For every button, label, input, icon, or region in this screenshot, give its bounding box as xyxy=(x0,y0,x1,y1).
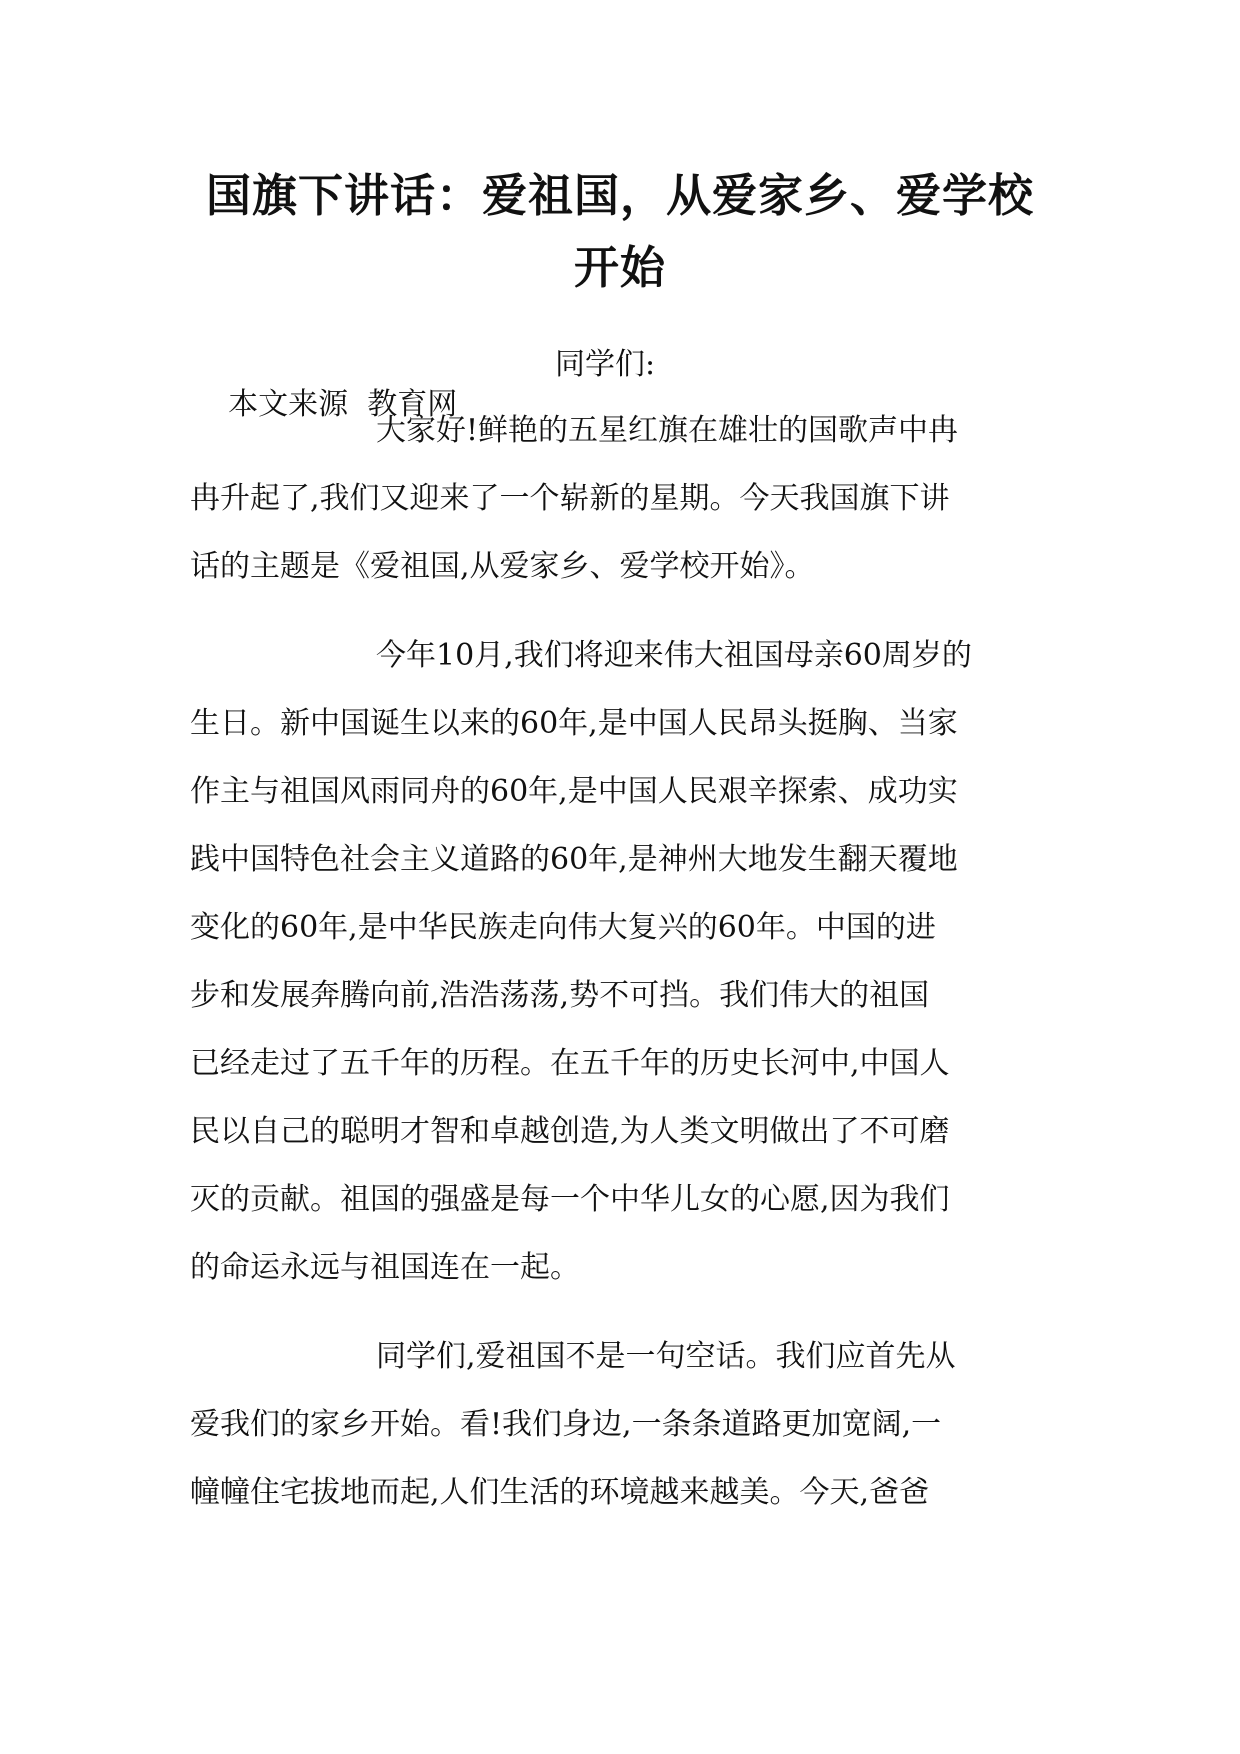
title-line-2: 开始 xyxy=(573,241,666,294)
body-line-12: 灭的贡献。祖国的强盛是每一个中华儿女的心愿,因为我们 xyxy=(190,1182,950,1217)
body-line-16: 幢幢住宅拔地而起,人们生活的环境越来越美。今天,爸爸 xyxy=(190,1475,930,1510)
body-line-11: 民以自己的聪明才智和卓越创造,为人类文明做出了不可磨 xyxy=(190,1114,950,1149)
body-line-2: 冉升起了,我们又迎来了一个崭新的星期。今天我国旗下讲 xyxy=(190,481,950,516)
title-line-1: 国旗下讲话：爱祖国，从爱家乡、爱学校 xyxy=(205,169,1034,222)
body-line-5: 生日。新中国诞生以来的60年,是中国人民昂头挺胸、当家 xyxy=(190,706,958,741)
body-line-9: 步和发展奔腾向前,浩浩荡荡,势不可挡。我们伟大的祖国 xyxy=(190,978,930,1013)
source-text: 本文来源 教育网 xyxy=(228,387,458,422)
body-line-13: 的命运永远与祖国连在一起。 xyxy=(190,1250,580,1285)
body-line-10: 已经走过了五千年的历程。在五千年的历史长河中,中国人 xyxy=(190,1046,950,1081)
body-line-8: 变化的60年,是中华民族走向伟大复兴的60年。中国的进 xyxy=(190,910,936,945)
body-line-6: 作主与祖国风雨同舟的60年,是中国人民艰辛探索、成功实 xyxy=(190,774,958,809)
document-title xyxy=(0,160,1240,304)
body-line-4: 今年10月,我们将迎来伟大祖国母亲60周岁的 xyxy=(376,638,972,673)
body-line-14: 同学们,爱祖国不是一句空话。我们应首先从 xyxy=(376,1339,956,1374)
body-line-15: 爱我们的家乡开始。看!我们身边,一条条道路更加宽阔,一 xyxy=(190,1407,942,1442)
body-line-1: 大家好!鲜艳的五星红旗在雄壮的国歌声中冉 xyxy=(376,413,959,448)
body-line-7: 践中国特色社会主义道路的60年,是神州大地发生翻天覆地 xyxy=(190,842,958,877)
greeting-text: 同学们: xyxy=(555,347,656,382)
body-line-3: 话的主题是《爱祖国,从爱家乡、爱学校开始》。 xyxy=(190,549,815,584)
